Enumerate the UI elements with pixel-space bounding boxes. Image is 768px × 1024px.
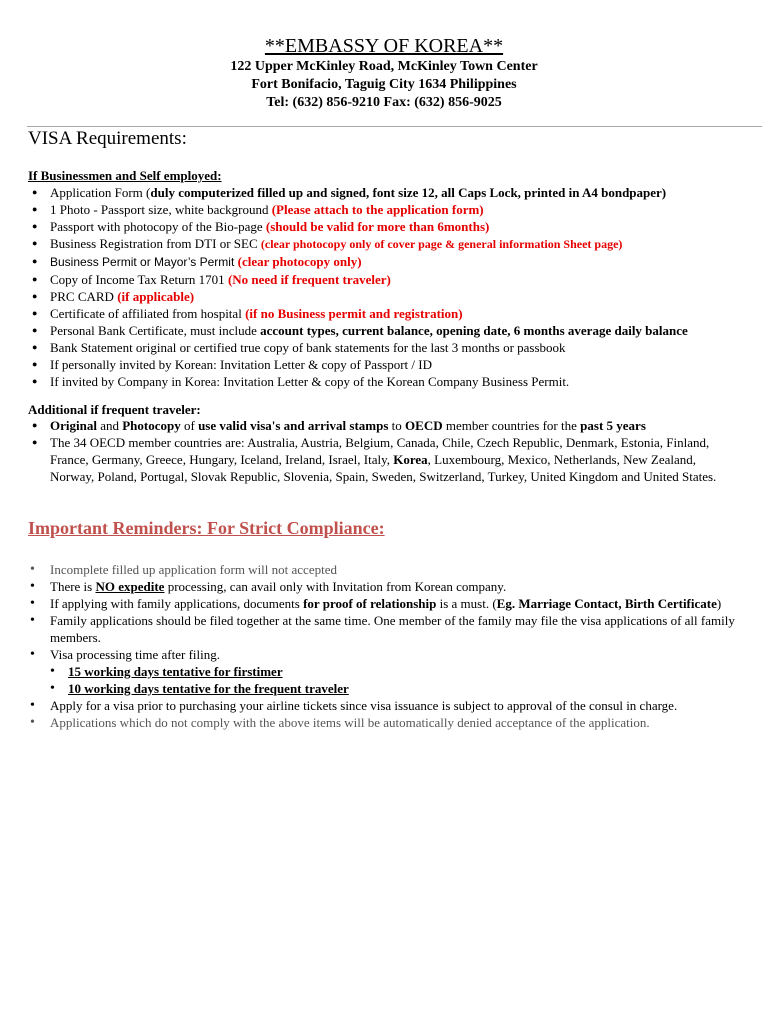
list-item: ● Passport with photocopy of the Bio-page (should be valid for more than 6months) [28,218,763,235]
list-item: ● If invited by Company in Korea: Invitation Letter & copy of the Korean Company Business Permit. [28,373,763,390]
list-item: • If applying with family applications, documents for proof of relationship is a must. (Eg. Marriage Contact, Birth Certificate) [28,595,740,612]
list-item: ● The 34 OECD member countries are: Australia, Austria, Belgium, Canada, Chile, Czech Republic, Denmark, Estonia, Finland, France, Germany, Greece, Hungary, Iceland, Ireland, Israel, Italy, Korea, Luxembourg, Mexico, Netherlands, New Zealand, Norway, Poland, Portugal, Slovak Republic, Slovenia, Spain, Sweden, Switzerland, Turkey, United Kingdom and United States. [28,434,740,485]
list-item: ● Certificate of affiliated from hospital (if no Business permit and registration) [28,305,763,322]
divider [27,126,762,127]
list-item: • Visa processing time after filing. [28,646,740,663]
reminders-heading: Important Reminders: For Strict Compliance: [28,518,385,538]
frequent-traveler-heading: Additional if frequent traveler: [28,402,201,417]
frequent-traveler-list [28,417,740,485]
list-item: • Applications which do not comply with the above items will be automatically denied acceptance of the application. [28,714,740,731]
list-item: ● If personally invited by Korean: Invitation Letter & copy of Passport / ID [28,356,763,373]
list-item: • 15 working days tentative for firstimer [28,663,740,680]
reminders-list [28,561,740,731]
list-item: ● Business Permit or Mayor’s Permit (clear photocopy only) [28,253,763,271]
business-heading: If Businessmen and Self employed: [28,168,222,183]
list-item: ● Bank Statement original or certified true copy of bank statements for the last 3 months or passbook [28,339,763,356]
list-item: ● 1 Photo - Passport size, white background (Please attach to the application form) [28,201,763,218]
list-item: ● Business Registration from DTI or SEC (clear photocopy only of cover page & general information Sheet page) [28,235,763,253]
contact-line: Tel: (632) 856-9210 Fax: (632) 856-9025 [266,95,502,110]
address-line-1: 122 Upper McKinley Road, McKinley Town Center [230,59,538,74]
list-item: ● Original and Photocopy of use valid visa's and arrival stamps to OECD member countries for the past 5 years [28,417,740,434]
list-item: • Apply for a visa prior to purchasing your airline tickets since visa issuance is subject to approval of the consul in charge. [28,697,740,714]
list-item: • Family applications should be filed together at the same time. One member of the family may file the visa applications of all family members. [28,612,740,646]
list-item: • There is NO expedite processing, can avail only with Invitation from Korean company. [28,578,740,595]
list-item: • 10 working days tentative for the frequent traveler [28,680,740,697]
list-item: ● Personal Bank Certificate, must include account types, current balance, opening date, 6 months average daily balance [28,322,763,339]
page-title: **EMBASSY OF KOREA** [264,35,504,57]
list-item: ● Application Form (duly computerized filled up and signed, font size 12, all Caps Lock, printed in A4 bondpaper) [28,184,763,201]
list-item: ● Copy of Income Tax Return 1701 (No need if frequent traveler) [28,271,763,288]
business-requirements-list [28,184,763,390]
visa-requirements-heading: VISA Requirements: [28,128,187,149]
list-item: • Incomplete filled up application form will not accepted [28,561,740,578]
address-line-2: Fort Bonifacio, Taguig City 1634 Philippines [251,77,517,92]
list-item: ● PRC CARD (if applicable) [28,288,763,305]
